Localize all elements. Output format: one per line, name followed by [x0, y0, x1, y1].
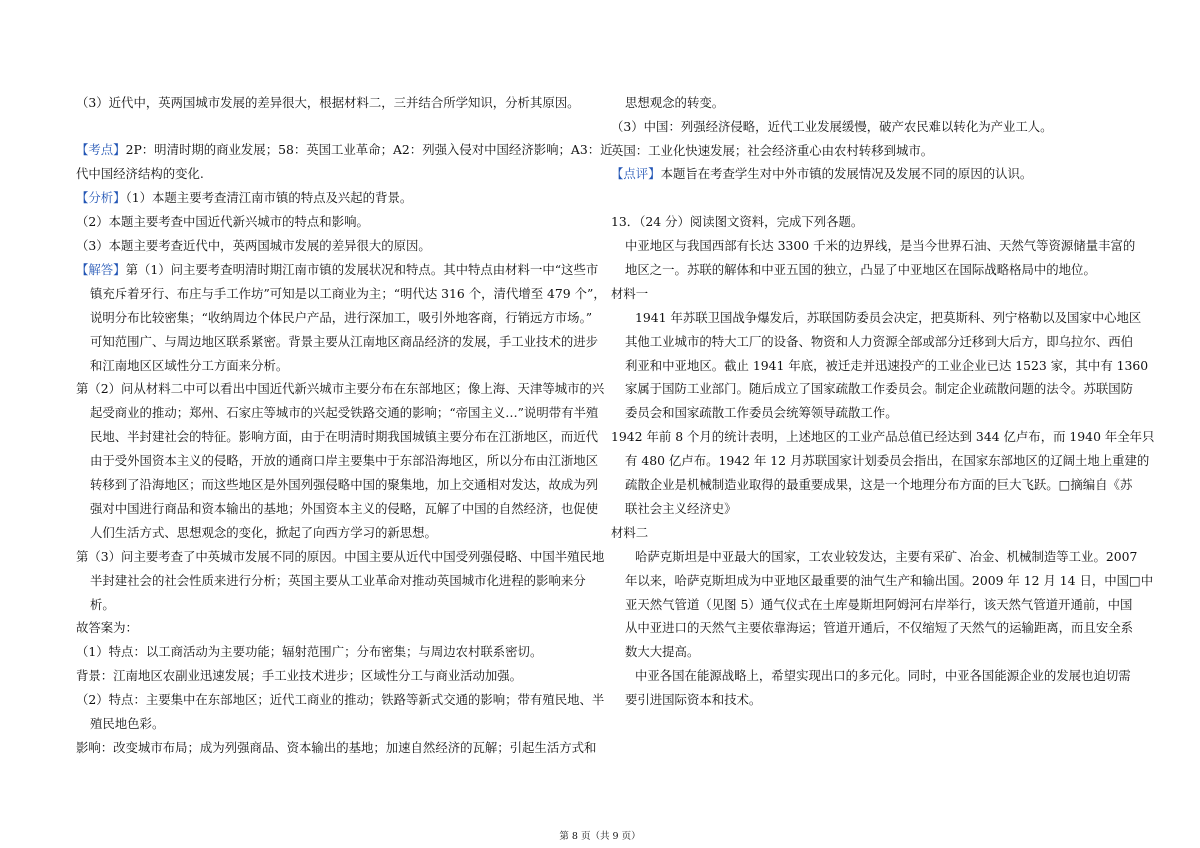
jieda-line: 镇充斥着牙行、布庄与手工作坊”可知是以工商业为主；“明代达 316 个，清代增至 479 个”，	[90, 286, 606, 301]
material-1-p2-line: 疏散企业是机械制造业取得的最重要成果，这是一个地理分布方面的巨大飞跃。□摘编自《苏	[625, 477, 1133, 492]
jieda-text: 第（1）问主要考查明清时期江南市镇的发展状况和特点。其中特点由材料一中“这些市	[125, 262, 599, 277]
answer-2-impact-cont: 思想观念的转变。	[625, 95, 725, 110]
q2-analysis-line: 人们生活方式、思想观念的变化，掀起了向西方学习的新思想。	[90, 525, 437, 540]
answer-2-feature-cont: 殖民地色彩。	[90, 716, 165, 731]
material-2-line: 数大大提高。	[625, 644, 700, 659]
material-2-p2-line: 中亚各国在能源战略上，希望实现出口的多元化。同时，中亚各国能源企业的发展也迫切需	[635, 668, 1131, 683]
q3-analysis-line: 半封建社会的社会性质来进行分析；英国主要从工业革命对推动英国城市化进程的影响来分	[90, 573, 586, 588]
fenxi-tag: 【分析】	[76, 190, 126, 205]
q3-analysis-line: 析。	[90, 597, 115, 612]
intro-line: 中亚地区与我国西部有长达 3300 千米的边界线，是当今世界石油、天然气等资源储量丰富的	[625, 238, 1136, 253]
fenxi-line-2: （2）本题主要考查中国近代新兴城市的特点和影响。	[76, 214, 369, 229]
q2-analysis-line: 起受商业的推动；郑州、石家庄等城市的兴起受铁路交通的影响；“帝国主义…”说明带有半殖	[90, 405, 599, 420]
material-1-p2-line: 有 480 亿卢布。1942 年 12 月苏联国家计划委员会指出，在国家东部地区的辽阔土地上重建的	[625, 453, 1150, 468]
q2-analysis-line: 转移到了沿海地区；而这些地区是外国列强侵略中国的聚集地，加上交通相对发达，故成为列	[90, 477, 599, 492]
answer-2-feature: （2）特点：主要集中在东部地区；近代工商业的推动；铁路等新式交通的影响；带有殖民地、半	[76, 692, 605, 707]
kaodian-line	[76, 142, 613, 158]
material-2-line: 从中亚进口的天然气主要依靠海运；管道开通后，不仅缩短了天然气的运输距离，而且安全系	[625, 620, 1134, 635]
q2-analysis-first: 第（2）问从材料二中可以看出中国近代新兴城市主要分布在东部地区；像上海、天津等城市的兴	[76, 381, 605, 396]
material-1-label: 材料一	[611, 286, 649, 301]
q3-analysis-first: 第（3）问主要考查了中英城市发展不同的原因。中国主要从近代中国受列强侵略、中国半殖民地	[76, 549, 605, 564]
page-footer: 第 8 页（共 9 页）	[559, 831, 641, 842]
material-1-line: 1941 年苏联卫国战争爆发后，苏联国防委员会决定，把莫斯科、列宁格勒以及国家中心地区	[635, 310, 1142, 325]
material-2-p2-line: 要引进国际资本和技术。	[625, 692, 762, 707]
answer-3-china: （3）中国：列强经济侵略，近代工业发展缓慢，破产农民难以转化为产业工人。	[611, 119, 1053, 134]
material-1-line: 委员会和国家疏散工作委员会统筹领导疏散工作。	[625, 405, 898, 420]
material-2-line: 亚天然气管道（见图 5）通气仪式在土库曼斯坦阿姆河右岸举行，该天然气管道开通前，中国	[625, 597, 1133, 612]
answer-title: 故答案为：	[76, 620, 138, 635]
answer-2-impact: 影响：改变城市布局；成为列强商品、资本输出的基地；加速自然经济的瓦解；引起生活方式和	[76, 740, 597, 755]
fenxi-line-3: （3）本题主要考查近代中，英两国城市发展的差异很大的原因。	[76, 238, 431, 253]
question-13-title: 13．（24 分）阅读图文资料，完成下列各题。	[611, 214, 864, 229]
fenxi-line	[76, 190, 412, 206]
material-1-line: 其他工业城市的特大工厂的设备、物资和人力资源全部或部分迁移到大后方，即乌拉尔、西伯	[625, 334, 1134, 349]
intro-line: 地区之一。苏联的解体和中亚五国的独立，凸显了中亚地区在国际战略格局中的地位。	[625, 262, 1096, 277]
material-2-line: 哈萨克斯坦是中亚最大的国家，工农业较发达，主要有采矿、冶金、机械制造等工业。2007	[635, 549, 1138, 564]
jieda-line: 说明分布比较密集；“收纳周边个体民户产品，进行深加工，吸引外地客商，行销远方市场。”	[90, 310, 593, 325]
material-1-p2-line: 联社会主义经济史》	[625, 501, 737, 516]
answer-1-background: 背景：江南地区农副业迅速发展；手工业技术进步；区域性分工与商业活动加强。	[76, 668, 523, 683]
jieda-line: 可知范围广、与周边地区联系紧密。背景主要从江南地区商品经济的发展，手工业技术的进步	[90, 334, 599, 349]
q2-analysis-line: 强对中国进行商品和资本输出的基地；外国资本主义的侵略，瓦解了中国的自然经济，也促使	[90, 501, 599, 516]
jieda-line	[76, 262, 598, 278]
dianping-tag: 【点评】	[611, 166, 661, 181]
jieda-line: 和江南地区区域性分工方面来分析。	[90, 358, 289, 373]
answer-3-britain: 英国：工业化快速发展；社会经济重心由农村转移到城市。	[611, 143, 934, 158]
kaodian-text: 2P：明清时期的商业发展；58：英国工业革命；A2：列强入侵对中国经济影响；A3：近	[125, 142, 613, 157]
kaodian-tag: 【考点】	[76, 142, 126, 157]
answer-1-feature: （1）特点：以工商活动为主要功能；辐射范围广；分布密集；与周边农村联系密切。	[76, 644, 543, 659]
material-1-p2-first: 1942 年前 8 个月的统计表明，上述地区的工业产品总值已经达到 344 亿卢布，而 1940 年全年只	[611, 429, 1155, 444]
fenxi-text: （1）本题主要考查清江南市镇的特点及兴起的背景。	[125, 190, 413, 205]
kaodian-cont: 代中国经济结构的变化.	[76, 166, 204, 181]
material-2-label: 材料二	[611, 525, 649, 540]
material-1-line: 家属于国防工业部门。随后成立了国家疏散工作委员会。制定企业疏散问题的法令。苏联国防	[625, 381, 1134, 396]
dianping-text: 本题旨在考查学生对中外市镇的发展情况及发展不同的原因的认识。	[660, 166, 1033, 181]
q2-analysis-line: 民地、半封建社会的特征。影响方面，由于在明清时期我国城镇主要分布在江浙地区，而近代	[90, 429, 599, 444]
material-2-line: 年以来，哈萨克斯坦成为中亚地区最重要的油气生产和输出国。2009 年 12 月 14 日，中国□中	[625, 573, 1154, 588]
material-1-line: 利亚和中亚地区。截止 1941 年底，被迁走并迅速投产的工业企业已达 1523 家，其中有 1360	[625, 358, 1149, 373]
q3-prompt: （3）近代中，英两国城市发展的差异很大，根据材料二，三并结合所学知识，分析其原因。	[76, 95, 580, 110]
dianping-line	[611, 166, 1032, 182]
q2-analysis-line: 由于受外国资本主义的侵略，开放的通商口岸主要集中于东部沿海地区，所以分布由江浙地区	[90, 453, 599, 468]
jieda-tag: 【解答】	[76, 262, 126, 277]
